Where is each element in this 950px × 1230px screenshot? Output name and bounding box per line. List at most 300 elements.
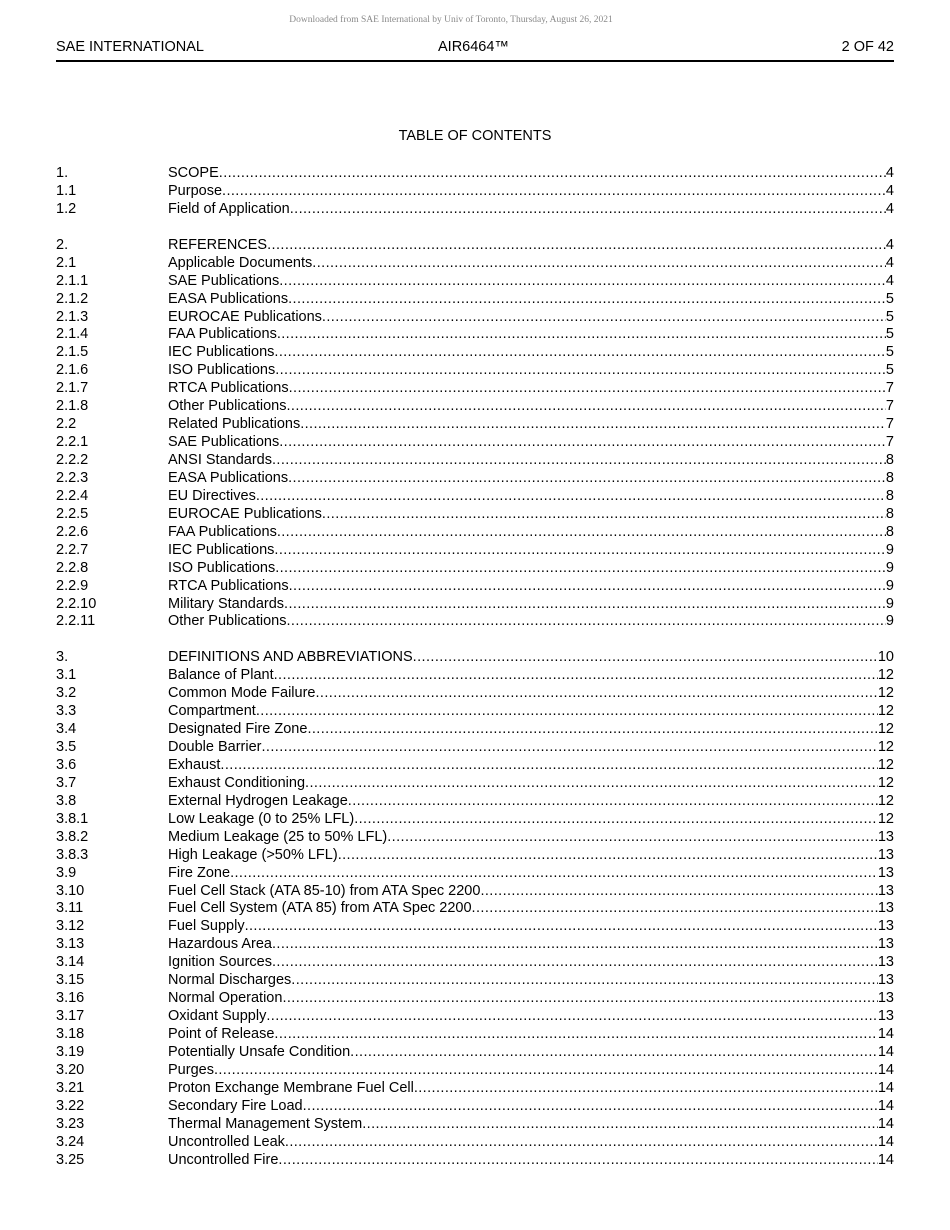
- toc-entry-number: 2.2.4: [56, 487, 89, 504]
- toc-entry-title: FAA Publications: [168, 326, 277, 343]
- toc-entry[interactable]: [56, 488, 894, 506]
- toc-entry-page: 7: [885, 416, 894, 433]
- toc-entry-body: [168, 721, 894, 739]
- toc-entry-number: 3.7: [56, 774, 77, 791]
- toc-entry-title: Applicable Documents: [168, 254, 313, 271]
- toc-entry-body: [168, 865, 894, 883]
- toc-entry-body: [168, 416, 894, 434]
- toc-leader-dots: [277, 524, 886, 542]
- toc-leader-dots: [350, 1044, 878, 1062]
- toc-entry-number: 3.9: [56, 864, 77, 881]
- toc-entry-body: [168, 542, 894, 560]
- toc-entry-page: 5: [885, 308, 894, 325]
- toc-entry-title: ANSI Standards: [168, 452, 272, 468]
- toc-entry-title: Secondary Fire Load: [168, 1097, 303, 1114]
- toc-entry[interactable]: [56, 900, 894, 918]
- toc-entry[interactable]: [56, 739, 894, 757]
- toc-entry-number: 3.3: [56, 703, 77, 720]
- toc-entry-title: External Hydrogen Leakage: [168, 792, 348, 809]
- toc-entry-title: Common Mode Failure: [168, 685, 316, 702]
- toc-entry-title: Double Barrier: [168, 739, 262, 755]
- toc-entry-title: EASA Publications: [168, 290, 289, 307]
- toc-entry-number: 2.2.9: [56, 577, 89, 594]
- toc-entry-body: [168, 506, 894, 524]
- toc-entry-body: [168, 793, 894, 811]
- toc-entry-page: 8: [885, 505, 894, 522]
- toc-entry-number: 3.8.2: [56, 828, 89, 845]
- toc-entry[interactable]: [56, 883, 894, 901]
- toc-entry-page: 13: [877, 864, 894, 881]
- toc-title: TABLE OF CONTENTS: [398, 128, 552, 144]
- toc-entry-number: 2.2.10: [56, 595, 97, 612]
- toc-entry-page: 4: [885, 236, 894, 253]
- toc-entry-title: Fuel Supply: [168, 918, 245, 935]
- toc-entry-page: 8: [885, 523, 894, 540]
- toc-entry-body: [168, 811, 894, 829]
- toc-entry-number: 3.6: [56, 756, 77, 773]
- toc-leader-dots: [315, 685, 877, 703]
- toc-entry-page: 12: [877, 774, 894, 791]
- toc-entry[interactable]: [56, 237, 894, 255]
- toc-entry[interactable]: [56, 470, 894, 488]
- toc-entry-number: 2.2.6: [56, 523, 89, 540]
- toc-entry-body: [168, 344, 894, 362]
- toc-entry-page: 9: [885, 577, 894, 594]
- toc-leader-dots: [267, 237, 886, 255]
- toc-entry-body: [168, 183, 894, 201]
- table-of-contents: [56, 165, 894, 1170]
- toc-entry-number: 2.1: [56, 254, 77, 271]
- toc-entry[interactable]: [56, 990, 894, 1008]
- toc-entry-number: 2.2.2: [56, 452, 89, 468]
- toc-entry-number: 3.17: [56, 1008, 85, 1025]
- toc-entry-title: Other Publications: [168, 613, 287, 630]
- toc-entry-body: [168, 739, 894, 757]
- toc-entry-body: [168, 954, 894, 972]
- toc-entry-number: 3.13: [56, 936, 85, 953]
- toc-entry-page: 9: [885, 595, 894, 612]
- toc-entry[interactable]: [56, 649, 894, 667]
- toc-entry-page: 5: [885, 344, 894, 361]
- toc-entry-number: 3.8.3: [56, 846, 89, 863]
- toc-entry-body: [168, 255, 894, 273]
- toc-entry[interactable]: [56, 255, 894, 273]
- toc-entry[interactable]: [56, 1098, 894, 1116]
- toc-entry-body: [168, 1116, 894, 1134]
- toc-entry[interactable]: [56, 865, 894, 883]
- toc-leader-dots: [354, 811, 878, 829]
- toc-entry-body: [168, 667, 894, 685]
- toc-entry-number: 2.1.1: [56, 272, 89, 289]
- toc-entry-number: 3.11: [56, 900, 84, 917]
- toc-entry-body: [168, 1134, 894, 1152]
- toc-entry-title: Proton Exchange Membrane Fuel Cell: [168, 1079, 414, 1096]
- toc-entry[interactable]: [56, 434, 894, 452]
- toc-entry-body: [168, 775, 894, 793]
- toc-entry[interactable]: [56, 811, 894, 829]
- toc-entry[interactable]: [56, 326, 894, 344]
- toc-entry[interactable]: [56, 954, 894, 972]
- toc-entry-title: Exhaust: [168, 756, 221, 773]
- toc-entry[interactable]: [56, 524, 894, 542]
- toc-leader-dots: [348, 793, 878, 811]
- toc-entry-page: 12: [877, 810, 894, 827]
- toc-entry-page: 12: [877, 739, 894, 755]
- toc-leader-dots: [387, 829, 878, 847]
- toc-entry-title: RTCA Publications: [168, 577, 289, 594]
- toc-entry-title: Compartment: [168, 703, 256, 720]
- toc-entry-body: [168, 685, 894, 703]
- toc-entry[interactable]: [56, 398, 894, 416]
- toc-entry-body: [168, 1044, 894, 1062]
- toc-entry-number: 2.1.5: [56, 344, 89, 361]
- toc-entry-title: Purpose: [168, 182, 223, 199]
- toc-entry-title: ISO Publications: [168, 362, 276, 379]
- toc-entry[interactable]: [56, 685, 894, 703]
- toc-entry-number: 3.25: [56, 1151, 85, 1168]
- toc-entry-body: [168, 703, 894, 721]
- toc-entry-page: 14: [877, 1097, 894, 1114]
- toc-entry[interactable]: [56, 452, 894, 470]
- toc-entry-page: 14: [877, 1026, 894, 1042]
- toc-entry-title: EASA Publications: [168, 469, 289, 486]
- toc-entry[interactable]: [56, 1062, 894, 1080]
- toc-leader-dots: [274, 667, 878, 685]
- toc-entry[interactable]: [56, 721, 894, 739]
- toc-entry-number: 3.10: [56, 882, 85, 899]
- toc-entry[interactable]: [56, 667, 894, 685]
- toc-entry[interactable]: [56, 1134, 894, 1152]
- toc-entry-page: 9: [885, 541, 894, 558]
- toc-entry-number: 3.15: [56, 972, 85, 989]
- toc-entry[interactable]: [56, 344, 894, 362]
- toc-leader-dots: [289, 578, 886, 596]
- toc-entry-page: 8: [885, 469, 894, 486]
- toc-entry-number: 3.14: [56, 954, 85, 971]
- toc-entry-title: Medium Leakage (25 to 50% LFL): [168, 828, 388, 845]
- toc-entry-body: [168, 883, 894, 901]
- toc-entry-number: 2.1.6: [56, 362, 89, 379]
- toc-entry-title: EU Directives: [168, 487, 256, 504]
- toc-entry-title: SAE Publications: [168, 272, 280, 289]
- toc-leader-dots: [277, 326, 886, 344]
- toc-entry-title: Hazardous Area: [168, 936, 272, 953]
- toc-entry[interactable]: [56, 847, 894, 865]
- toc-entry-body: [168, 165, 894, 183]
- toc-entry-number: 3.5: [56, 739, 77, 755]
- page-header: [56, 38, 894, 62]
- toc-entry[interactable]: [56, 1044, 894, 1062]
- toc-entry-title: DEFINITIONS AND ABBREVIATIONS: [168, 649, 413, 666]
- toc-entry-page: 13: [877, 918, 894, 935]
- toc-leader-dots: [282, 990, 877, 1008]
- toc-entry-title: Thermal Management System: [168, 1115, 363, 1132]
- toc-entry[interactable]: [56, 183, 894, 201]
- toc-entry-title: EUROCAE Publications: [168, 505, 322, 522]
- toc-leader-dots: [214, 1062, 878, 1080]
- toc-entry-body: [168, 596, 894, 614]
- toc-entry[interactable]: [56, 1152, 894, 1170]
- toc-entry-title: EUROCAE Publications: [168, 308, 322, 325]
- toc-entry-page: 14: [877, 1043, 894, 1060]
- toc-entry-number: 2.1.4: [56, 326, 89, 343]
- toc-entry-body: [168, 452, 894, 470]
- toc-entry-body: [168, 488, 894, 506]
- toc-leader-dots: [312, 255, 886, 273]
- toc-entry-number: 1.: [56, 165, 69, 181]
- toc-entry-number: 3.20: [56, 1061, 85, 1078]
- toc-entry-page: 9: [885, 613, 894, 630]
- toc-entry-number: 3.2: [56, 685, 77, 702]
- toc-entry-body: [168, 291, 894, 309]
- toc-entry-page: 12: [877, 756, 894, 773]
- toc-entry-body: [168, 757, 894, 775]
- toc-entry-body: [168, 326, 894, 344]
- toc-leader-dots: [275, 560, 886, 578]
- toc-entry[interactable]: [56, 1116, 894, 1134]
- toc-leader-dots: [222, 183, 886, 201]
- toc-leader-dots: [274, 1026, 877, 1044]
- toc-entry-body: [168, 847, 894, 865]
- toc-entry-page: 8: [885, 487, 894, 504]
- toc-leader-dots: [322, 506, 886, 524]
- toc-entry-number: 3.8: [56, 792, 77, 809]
- toc-entry-title: Point of Release: [168, 1026, 275, 1042]
- toc-leader-dots: [279, 273, 886, 291]
- toc-entry-title: Low Leakage (0 to 25% LFL): [168, 810, 355, 827]
- toc-entry[interactable]: [56, 1008, 894, 1026]
- toc-entry-body: [168, 1026, 894, 1044]
- toc-entry-number: 3.21: [56, 1079, 85, 1096]
- toc-entry-page: 13: [877, 936, 894, 953]
- toc-entry[interactable]: [56, 613, 894, 631]
- toc-entry-page: 7: [885, 380, 894, 397]
- toc-leader-dots: [272, 452, 886, 470]
- toc-entry-number: 3.8.1: [56, 810, 89, 827]
- toc-entry-page: 7: [885, 434, 894, 451]
- toc-entry-body: [168, 380, 894, 398]
- toc-entry-body: [168, 972, 894, 990]
- toc-entry[interactable]: [56, 506, 894, 524]
- toc-entry-title: Fuel Cell System (ATA 85) from ATA Spec 2200: [168, 900, 472, 917]
- toc-leader-dots: [274, 344, 886, 362]
- toc-entry-number: 2.: [56, 236, 69, 253]
- toc-entry[interactable]: [56, 309, 894, 327]
- toc-entry-body: [168, 649, 894, 667]
- toc-entry-body: [168, 524, 894, 542]
- toc-leader-dots: [413, 649, 878, 667]
- toc-entry-title: Designated Fire Zone: [168, 721, 308, 738]
- toc-leader-dots: [362, 1116, 878, 1134]
- toc-entry-number: 3.1: [56, 667, 77, 684]
- toc-entry-number: 1.2: [56, 200, 77, 217]
- toc-entry-page: 4: [885, 182, 894, 199]
- toc-entry-title: IEC Publications: [168, 344, 275, 361]
- toc-entry-body: [168, 1008, 894, 1026]
- toc-entry-page: 10: [877, 649, 894, 666]
- toc-entry-page: 4: [885, 272, 894, 289]
- toc-entry-body: [168, 398, 894, 416]
- toc-entry[interactable]: [56, 936, 894, 954]
- toc-entry[interactable]: [56, 578, 894, 596]
- header-page-number: 2 OF 42: [841, 39, 894, 55]
- toc-entry-number: 3.23: [56, 1115, 85, 1132]
- toc-leader-dots: [290, 201, 886, 219]
- toc-leader-dots: [288, 470, 886, 488]
- toc-entry-title: Field of Application: [168, 200, 290, 217]
- toc-entry[interactable]: [56, 703, 894, 721]
- toc-leader-dots: [414, 1080, 878, 1098]
- toc-entry[interactable]: [56, 757, 894, 775]
- toc-leader-dots: [274, 542, 886, 560]
- toc-entry-title: FAA Publications: [168, 523, 277, 540]
- toc-leader-dots: [279, 434, 886, 452]
- toc-leader-dots: [262, 739, 878, 757]
- toc-entry-body: [168, 1152, 894, 1170]
- toc-entry[interactable]: [56, 775, 894, 793]
- toc-entry-title: Exhaust Conditioning: [168, 774, 306, 791]
- toc-entry-page: 8: [885, 452, 894, 468]
- toc-entry[interactable]: [56, 918, 894, 936]
- toc-entry[interactable]: [56, 380, 894, 398]
- toc-entry-title: High Leakage (>50% LFL): [168, 846, 338, 863]
- toc-leader-dots: [322, 309, 886, 327]
- toc-entry-number: 2.2.8: [56, 559, 89, 576]
- toc-entry-body: [168, 613, 894, 631]
- toc-leader-dots: [245, 918, 878, 936]
- toc-leader-dots: [275, 362, 886, 380]
- toc-entry-number: 2.2.11: [56, 613, 96, 630]
- toc-entry[interactable]: [56, 273, 894, 291]
- toc-entry-page: 4: [885, 254, 894, 271]
- toc-entry-page: 14: [877, 1061, 894, 1078]
- toc-leader-dots: [256, 703, 878, 721]
- toc-entry-number: 2.2.5: [56, 505, 89, 522]
- toc-entry-page: 13: [877, 900, 894, 917]
- toc-entry-number: 2.2.7: [56, 541, 89, 558]
- toc-entry-page: 14: [877, 1133, 894, 1150]
- download-watermark: Downloaded from SAE International by Univ of Toronto, Thursday, August 26, 2021: [289, 15, 613, 25]
- header-publisher: SAE INTERNATIONAL: [56, 39, 204, 55]
- toc-entry-title: Potentially Unsafe Condition: [168, 1043, 351, 1060]
- toc-entry[interactable]: [56, 542, 894, 560]
- toc-entry-title: Purges: [168, 1061, 214, 1078]
- toc-entry-title: IEC Publications: [168, 541, 275, 558]
- toc-entry-body: [168, 1062, 894, 1080]
- toc-entry-page: 4: [885, 165, 894, 181]
- toc-entry[interactable]: [56, 362, 894, 380]
- toc-entry-page: 14: [877, 1079, 894, 1096]
- toc-entry[interactable]: [56, 560, 894, 578]
- toc-entry-title: ISO Publications: [168, 559, 276, 576]
- toc-entry-title: SCOPE: [168, 165, 219, 181]
- toc-entry-title: Normal Operation: [168, 990, 283, 1007]
- toc-entry-body: [168, 936, 894, 954]
- toc-entry[interactable]: [56, 829, 894, 847]
- toc-entry-body: [168, 362, 894, 380]
- toc-leader-dots: [278, 1152, 877, 1170]
- toc-leader-dots: [307, 721, 877, 739]
- toc-entry[interactable]: [56, 291, 894, 309]
- toc-entry-number: 2.2: [56, 416, 77, 433]
- toc-entry[interactable]: [56, 416, 894, 434]
- toc-entry-title: Fuel Cell Stack (ATA 85-10) from ATA Spec 2200: [168, 882, 481, 899]
- toc-entry[interactable]: [56, 165, 894, 183]
- toc-entry-body: [168, 1098, 894, 1116]
- toc-entry-number: 2.1.8: [56, 398, 89, 415]
- toc-entry-page: 5: [885, 290, 894, 307]
- toc-leader-dots: [285, 1134, 878, 1152]
- toc-entry-body: [168, 560, 894, 578]
- toc-entry-number: 2.1.3: [56, 308, 89, 325]
- toc-entry-page: 7: [885, 398, 894, 415]
- toc-entry-number: 3.19: [56, 1043, 85, 1060]
- toc-entry-number: 3.16: [56, 990, 85, 1007]
- toc-entry-page: 12: [877, 703, 894, 720]
- toc-entry-page: 13: [877, 828, 894, 845]
- toc-entry-body: [168, 470, 894, 488]
- toc-entry-body: [168, 918, 894, 936]
- toc-entry-title: REFERENCES: [168, 236, 268, 253]
- toc-entry-body: [168, 1080, 894, 1098]
- toc-entry-body: [168, 309, 894, 327]
- toc-leader-dots: [305, 775, 878, 793]
- toc-entry-body: [168, 990, 894, 1008]
- toc-leader-dots: [272, 954, 878, 972]
- toc-entry[interactable]: [56, 1026, 894, 1044]
- toc-leader-dots: [266, 1008, 878, 1026]
- toc-entry-number: 3.12: [56, 918, 85, 935]
- toc-entry[interactable]: [56, 1080, 894, 1098]
- toc-leader-dots: [272, 936, 878, 954]
- header-document-id: AIR6464™: [438, 39, 509, 55]
- toc-entry[interactable]: [56, 201, 894, 219]
- toc-entry[interactable]: [56, 596, 894, 614]
- toc-leader-dots: [289, 380, 886, 398]
- toc-entry-page: 13: [877, 954, 894, 971]
- toc-entry-title: SAE Publications: [168, 434, 280, 451]
- toc-entry-page: 13: [877, 882, 894, 899]
- toc-leader-dots: [219, 165, 886, 183]
- toc-entry-number: 1.1: [56, 182, 77, 199]
- toc-entry-body: [168, 237, 894, 255]
- toc-entry[interactable]: [56, 793, 894, 811]
- toc-entry-page: 13: [877, 972, 894, 989]
- toc-leader-dots: [256, 488, 886, 506]
- toc-leader-dots: [220, 757, 877, 775]
- toc-entry-page: 9: [885, 559, 894, 576]
- toc-entry-page: 5: [885, 362, 894, 379]
- toc-entry-page: 12: [877, 667, 894, 684]
- toc-entry-page: 5: [885, 326, 894, 343]
- toc-leader-dots: [472, 900, 878, 918]
- toc-entry-body: [168, 829, 894, 847]
- toc-entry-title: Military Standards: [168, 595, 285, 612]
- toc-entry-title: Ignition Sources: [168, 954, 272, 971]
- toc-entry-number: 2.1.7: [56, 380, 89, 397]
- toc-entry-page: 13: [877, 990, 894, 1007]
- toc-leader-dots: [300, 416, 886, 434]
- toc-entry-title: Related Publications: [168, 416, 301, 433]
- toc-entry[interactable]: [56, 972, 894, 990]
- toc-entry-page: 14: [877, 1151, 894, 1168]
- toc-leader-dots: [230, 865, 878, 883]
- toc-entry-page: 13: [877, 846, 894, 863]
- toc-entry-title: Uncontrolled Fire: [168, 1151, 279, 1168]
- toc-entry-number: 3.22: [56, 1097, 85, 1114]
- toc-entry-body: [168, 273, 894, 291]
- toc-leader-dots: [291, 972, 878, 990]
